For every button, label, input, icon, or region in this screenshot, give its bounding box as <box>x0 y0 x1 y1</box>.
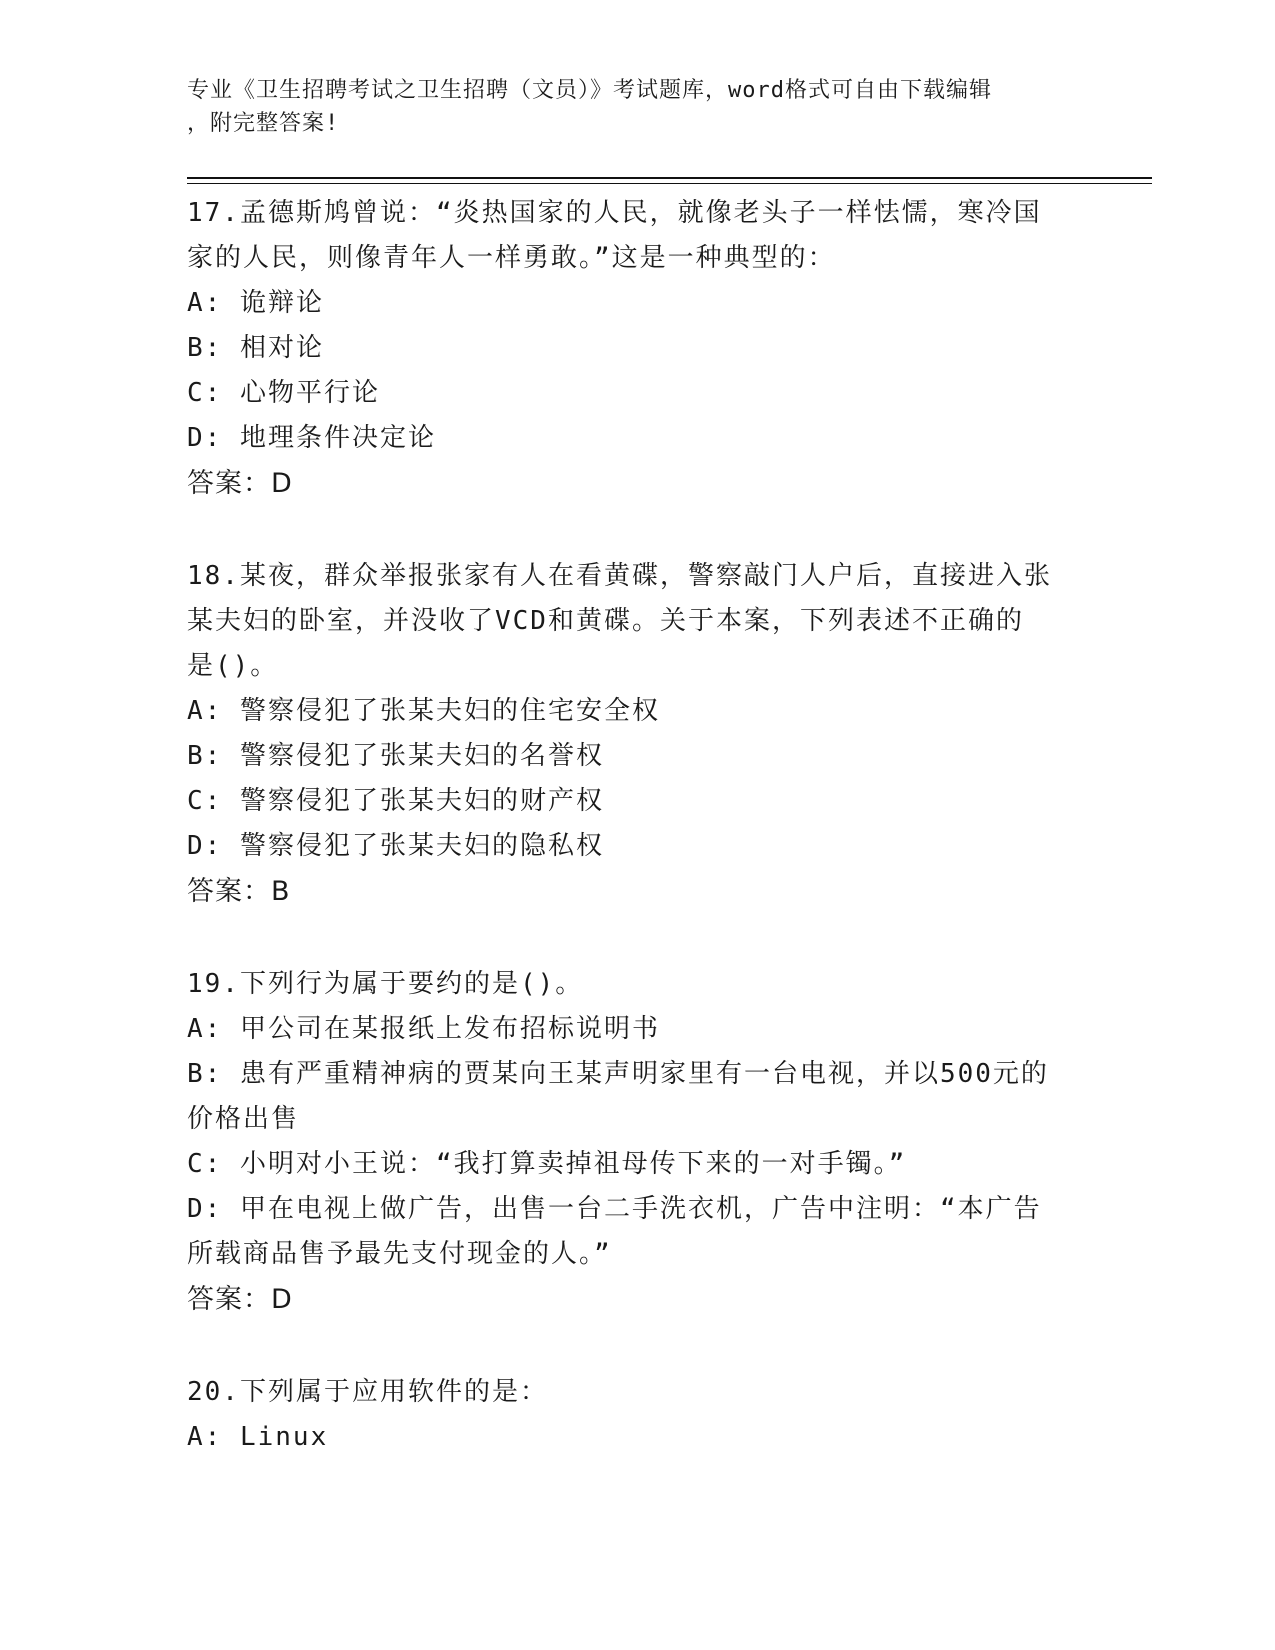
header-line-2: ，附完整答案! <box>187 111 340 136</box>
answer-label: 答案：D <box>187 1284 293 1315</box>
answer-label: 答案：B <box>187 876 291 907</box>
question-stem-line: 17.孟德斯鸠曾说：“炎热国家的人民，就像老头子一样怯懦，寒冷国 <box>187 198 1042 228</box>
document-header <box>187 74 1067 140</box>
question-stem-line: 20.下列属于应用软件的是： <box>187 1377 548 1407</box>
option-a: A: 甲公司在某报纸上发布招标说明书 <box>187 1014 660 1044</box>
question-list <box>187 191 1077 1508</box>
option-a: A: 诡辩论 <box>187 288 324 318</box>
option-a: A: Linux <box>187 1422 329 1452</box>
option-a: A: 警察侵犯了张某夫妇的住宅安全权 <box>187 696 660 726</box>
question-stem-line: 19.下列行为属于要约的是()。 <box>187 969 584 999</box>
answer-label: 答案：D <box>187 468 293 499</box>
question-18 <box>187 554 1077 914</box>
option-b: B: 相对论 <box>187 333 324 363</box>
option-b: B: 警察侵犯了张某夫妇的名誉权 <box>187 741 604 771</box>
question-stem-line: 是()。 <box>187 651 279 681</box>
option-c: C: 小明对小王说：“我打算卖掉祖母传下来的一对手镯。” <box>187 1149 907 1179</box>
question-19 <box>187 962 1077 1322</box>
question-stem-line: 某夫妇的卧室，并没收了VCD和黄碟。关于本案，下列表述不正确的 <box>187 606 1024 636</box>
header-divider-thick <box>187 177 1152 179</box>
question-stem-line: 家的人民，则像青年人一样勇敢。”这是一种典型的： <box>187 243 836 273</box>
question-stem-line: 18.某夜，群众举报张家有人在看黄碟，警察敲门人户后，直接进入张 <box>187 561 1052 591</box>
question-17 <box>187 191 1077 506</box>
option-c: C: 警察侵犯了张某夫妇的财产权 <box>187 786 604 816</box>
option-d: D: 警察侵犯了张某夫妇的隐私权 <box>187 831 604 861</box>
option-d: D: 甲在电视上做广告，出售一台二手洗衣机，广告中注明：“本广告 所载商品售予最先支付现金的人。” <box>187 1194 1042 1269</box>
option-c: C: 心物平行论 <box>187 378 380 408</box>
option-d: D: 地理条件决定论 <box>187 423 436 453</box>
header-line-1: 专业《卫生招聘考试之卫生招聘（文员）》考试题库，word格式可自由下载编辑 <box>187 78 992 103</box>
option-b: B: 患有严重精神病的贾某向王某声明家里有一台电视，并以500元的 价格出售 <box>187 1059 1049 1134</box>
question-20 <box>187 1370 1077 1460</box>
header-divider-thin <box>187 183 1152 184</box>
